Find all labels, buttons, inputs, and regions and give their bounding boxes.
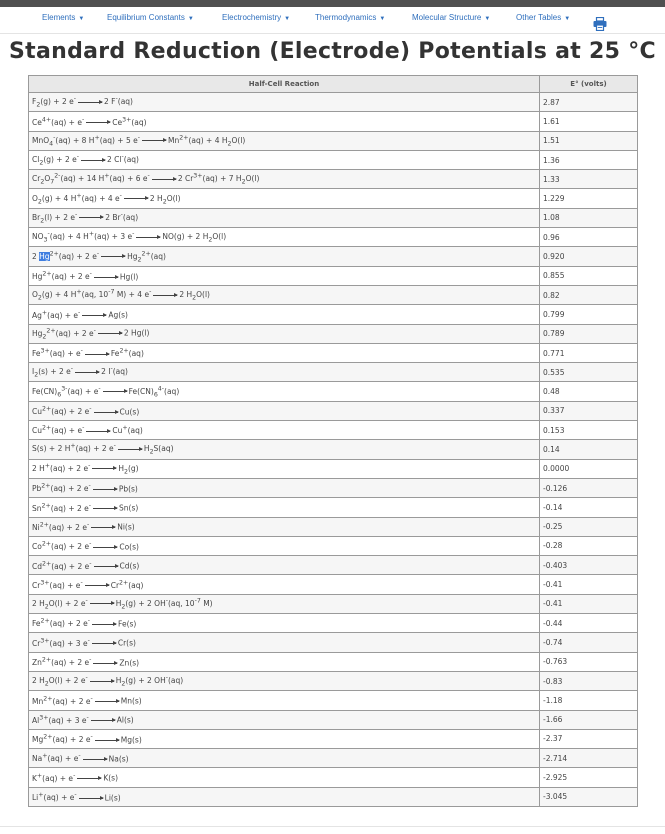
- half-cell-reaction-cell: [29, 787, 540, 806]
- products: 2 I-(aq): [101, 365, 128, 377]
- reaction-arrow-icon: [118, 449, 142, 450]
- half-cell-reaction-cell: [29, 228, 540, 247]
- reactants: K+(aq) + e-: [32, 772, 76, 783]
- potential-value-cell: -0.74: [540, 633, 638, 652]
- reaction-arrow-icon: [86, 431, 110, 432]
- reactants: $Co^{2+}(aq) + 2$ e-: [32, 540, 92, 552]
- half-cell-reaction-cell: [29, 729, 540, 748]
- reactants: $Mn^{2+}(aq) + 2$ e-: [32, 695, 93, 706]
- caret-down-icon: ▼: [564, 16, 571, 22]
- nav-label: Equilibrium Constants: [107, 13, 185, 22]
- table-row: [29, 691, 638, 710]
- products: Pb(s): [118, 484, 138, 494]
- reactants: $Br_2(l) + 2$ e-: [32, 211, 78, 225]
- table-row: [29, 401, 638, 420]
- potential-value-cell: 0.789: [540, 324, 638, 343]
- reactants: $NO_3^-(aq) + 4$ H+(aq) + 3 e-: [32, 230, 135, 244]
- table-row: [29, 208, 638, 227]
- half-cell-reaction-cell: [29, 363, 540, 382]
- half-cell-reaction-cell: [29, 556, 540, 575]
- column-header-e-volts: E° (volts): [540, 76, 638, 93]
- reaction-arrow-icon: [142, 140, 166, 141]
- reactants: $Hg_2^{2+}(aq) + 2$ e-: [32, 327, 96, 341]
- half-cell-reaction-cell: [29, 189, 540, 208]
- table-row: [29, 440, 638, 459]
- products: K(s): [103, 773, 119, 783]
- reaction-arrow-icon: [93, 547, 117, 548]
- potential-value-cell: -0.83: [540, 671, 638, 690]
- nav-thermodynamics[interactable]: [315, 13, 385, 22]
- potential-value-cell: 0.920: [540, 247, 638, 266]
- products: Na(s): [108, 754, 129, 764]
- potential-value-cell: 1.33: [540, 170, 638, 189]
- reactants: 2 $H_2O(l) + 2$ e-: [32, 597, 88, 611]
- reactants: $I_2(s) + 2$ e-: [32, 365, 74, 379]
- table-row: [29, 749, 638, 768]
- reactants: $Pb^{2+}(aq) + 2$ e-: [32, 482, 91, 494]
- half-cell-reaction-cell: [29, 536, 540, 555]
- half-cell-reaction-cell: [29, 633, 540, 652]
- potential-value-cell: 1.61: [540, 112, 638, 131]
- potential-value-cell: -3.045: [540, 787, 638, 806]
- reaction-arrow-icon: [90, 681, 114, 682]
- reactants: $Fe^{2+}(aq) + 2$ e-: [32, 617, 91, 629]
- products: $H_2(g)$: [118, 463, 139, 476]
- table-row: [29, 652, 638, 671]
- table-row: [29, 112, 638, 131]
- table-row: [29, 189, 638, 208]
- table-row: [29, 170, 638, 189]
- reaction-arrow-icon: [101, 256, 125, 257]
- reactants: $Mg^{2+}(aq) + 2$ e-: [32, 733, 93, 745]
- half-cell-reaction-cell: [29, 498, 540, 517]
- reactants: $Cu^{2+}(aq) + 2$ e-: [32, 405, 92, 417]
- table-row: [29, 93, 638, 112]
- nav-label: Elements: [42, 13, 76, 22]
- reaction-arrow-icon: [93, 508, 117, 509]
- potential-value-cell: -0.28: [540, 536, 638, 555]
- reaction-arrow-icon: [81, 160, 105, 161]
- nav-label: Thermodynamics: [315, 13, 377, 22]
- potential-value-cell: 0.82: [540, 285, 638, 304]
- half-cell-reaction-cell: [29, 266, 540, 285]
- reactants: S(s) + 2 H+(aq) + 2 e-: [32, 442, 116, 454]
- table-row: [29, 787, 638, 806]
- reactants: $Cr^{3+}(aq) + 3$ e-: [32, 637, 90, 648]
- products: Ag(s): [108, 310, 128, 320]
- products: Sn(s): [119, 503, 139, 513]
- reactants: $F_2(g) + 2$ e-: [32, 95, 77, 109]
- reaction-arrow-icon: [92, 468, 116, 469]
- reaction-arrow-icon: [103, 391, 127, 392]
- table-row: [29, 343, 638, 362]
- products: Mg(s): [120, 735, 142, 745]
- reaction-arrow-icon: [79, 217, 103, 218]
- potential-value-cell: 0.535: [540, 363, 638, 382]
- potential-value-cell: -0.25: [540, 517, 638, 536]
- products: $Fe^{2+}(aq)$: [110, 347, 144, 359]
- reduction-potentials-table: [28, 75, 638, 807]
- reactants: Ag+(aq) + e-: [32, 309, 81, 320]
- table-row: [29, 671, 638, 690]
- half-cell-reaction-cell: [29, 305, 540, 324]
- half-cell-reaction-cell: [29, 768, 540, 787]
- reactants: $O_2(g) + 4$ H+(aq) + 4 e-: [32, 192, 122, 206]
- products: Al(s): [116, 715, 134, 725]
- nav-other-tables[interactable]: [516, 13, 570, 22]
- reactants: Li+(aq) + e-: [32, 791, 77, 803]
- products: $Fe(CN)_6^{4-}(aq)$: [128, 385, 180, 399]
- nav-elements[interactable]: [42, 13, 84, 22]
- half-cell-reaction-cell: [29, 247, 540, 266]
- reaction-arrow-icon: [94, 566, 118, 567]
- potential-value-cell: -0.41: [540, 575, 638, 594]
- products: 2 Br-(aq): [105, 211, 139, 222]
- reaction-arrow-icon: [95, 740, 119, 741]
- reaction-arrow-icon: [93, 663, 117, 664]
- potential-value-cell: 2.87: [540, 93, 638, 112]
- potential-value-cell: -0.41: [540, 594, 638, 613]
- table-row: [29, 324, 638, 343]
- nav-molecular-structure[interactable]: [412, 13, 490, 22]
- reaction-arrow-icon: [78, 102, 102, 103]
- half-cell-reaction-cell: [29, 671, 540, 690]
- table-header-row: [29, 76, 638, 93]
- reaction-arrow-icon: [152, 179, 176, 180]
- page-title: Standard Reduction (Electrode) Potentials at 25 °C: [9, 39, 656, 64]
- reaction-arrow-icon: [91, 720, 115, 721]
- half-cell-reaction-cell: [29, 324, 540, 343]
- table-row: [29, 633, 638, 652]
- reaction-arrow-icon: [90, 603, 114, 604]
- table-row: [29, 228, 638, 247]
- half-cell-reaction-cell: [29, 208, 540, 227]
- products: Cd(s): [119, 561, 140, 571]
- half-cell-reaction-cell: [29, 382, 540, 401]
- table-row: [29, 363, 638, 382]
- products: 2 $H_2O(l)$: [179, 290, 210, 302]
- caret-down-icon: ▼: [484, 16, 491, 22]
- products: Cu(s): [119, 407, 140, 417]
- reaction-arrow-icon: [92, 643, 116, 644]
- half-cell-reaction-cell: [29, 652, 540, 671]
- products: Ni(s): [117, 522, 135, 532]
- reaction-arrow-icon: [95, 701, 119, 702]
- reactants: $Al^{3+}(aq) + 3$ e-: [32, 714, 89, 725]
- potential-value-cell: 1.08: [540, 208, 638, 227]
- half-cell-reaction-cell: [29, 459, 540, 478]
- reaction-arrow-icon: [124, 198, 148, 199]
- reactants: $Cl_2(g) + 2$ e-: [32, 153, 80, 167]
- potential-value-cell: 0.799: [540, 305, 638, 324]
- reaction-arrow-icon: [86, 122, 110, 123]
- reaction-arrow-icon: [83, 759, 107, 760]
- column-header-half-cell-reaction: Half-Cell Reaction: [29, 76, 540, 93]
- table-row: [29, 768, 638, 787]
- nav-electrochemistry[interactable]: [222, 13, 290, 22]
- half-cell-reaction-cell: [29, 131, 540, 150]
- half-cell-reaction-cell: [29, 575, 540, 594]
- caret-down-icon: ▼: [284, 16, 291, 22]
- potential-value-cell: 0.153: [540, 421, 638, 440]
- reactants: $Ni^{2+}(aq) + 2$ e-: [32, 521, 90, 532]
- reactants: $Cr_2O_7^{2-}(aq) + 14$ H+(aq) + 6 e-: [32, 172, 150, 186]
- reaction-arrow-icon: [79, 798, 103, 799]
- reactants: $O_2(g) + 4$ H+(aq, $10^{-7}$ M) + 4 e-: [32, 288, 152, 302]
- table-row: [29, 517, 638, 536]
- reactants: $Cu^{2+}(aq) + e^-$: [32, 424, 85, 436]
- table-row: [29, 536, 638, 555]
- potential-value-cell: 0.337: [540, 401, 638, 420]
- reaction-arrow-icon: [98, 333, 122, 334]
- half-cell-reaction-cell: [29, 401, 540, 420]
- products: Co(s): [119, 542, 139, 552]
- reaction-arrow-icon: [82, 315, 106, 316]
- table-row: [29, 459, 638, 478]
- half-cell-reaction-cell: [29, 749, 540, 768]
- products: 2 $H_2O(l)$: [149, 193, 181, 206]
- reaction-arrow-icon: [85, 585, 109, 586]
- table-row: [29, 247, 638, 266]
- table-row: [29, 266, 638, 285]
- products: $Mn^{2+}(aq) + 4$ $H_2O(l)$: [168, 134, 246, 148]
- products: $Cr^{2+}(aq)$: [110, 579, 144, 590]
- caret-down-icon: ▼: [379, 16, 386, 22]
- table-row: [29, 575, 638, 594]
- potential-value-cell: -0.126: [540, 478, 638, 497]
- reaction-arrow-icon: [92, 624, 116, 625]
- reaction-arrow-icon: [153, 295, 177, 296]
- products: $H_2(g) + 2$ OH-(aq, $10^{-7}$ M): [115, 597, 213, 611]
- potential-value-cell: -0.403: [540, 556, 638, 575]
- reaction-arrow-icon: [136, 237, 160, 238]
- table-row: [29, 305, 638, 324]
- half-cell-reaction-cell: [29, 150, 540, 169]
- top-bar: [0, 0, 665, 7]
- table-row: [29, 285, 638, 304]
- reaction-arrow-icon: [77, 778, 101, 779]
- half-cell-reaction-cell: [29, 93, 540, 112]
- reactants: 2 H+(aq) + 2 e-: [32, 462, 91, 473]
- reaction-arrow-icon: [91, 527, 115, 528]
- reactants: $Ce^{4+}(aq) + e^-$: [32, 116, 85, 127]
- table-body: [29, 93, 638, 807]
- reactants: 2 $Hg^{2+}(aq) + 2$ e-: [32, 250, 100, 261]
- potential-value-cell: 1.51: [540, 131, 638, 150]
- products: Cr(s): [117, 638, 136, 648]
- table-row: [29, 594, 638, 613]
- reaction-arrow-icon: [85, 354, 109, 355]
- table-row: [29, 614, 638, 633]
- caret-down-icon: ▼: [187, 16, 194, 22]
- reaction-arrow-icon: [75, 372, 99, 373]
- printer-icon[interactable]: [593, 17, 607, 31]
- reaction-arrow-icon: [94, 412, 118, 413]
- top-nav: [0, 7, 665, 34]
- potential-value-cell: -1.66: [540, 710, 638, 729]
- reaction-arrow-icon: [94, 277, 118, 278]
- table-row: [29, 498, 638, 517]
- table-row: [29, 131, 638, 150]
- potential-value-cell: 1.36: [540, 150, 638, 169]
- half-cell-reaction-cell: [29, 594, 540, 613]
- reactants: $Cd^{2+}(aq) + 2$ e-: [32, 560, 92, 571]
- reactants: $Fe^{3+}(aq) + e^-$: [32, 347, 83, 359]
- potential-value-cell: -1.18: [540, 691, 638, 710]
- reactants: $Cr^{3+}(aq) + e^-$: [32, 579, 83, 590]
- half-cell-reaction-cell: [29, 517, 540, 536]
- half-cell-reaction-cell: [29, 343, 540, 362]
- products: $Hg_2^{2+}(aq)$: [127, 250, 166, 264]
- half-cell-reaction-cell: [29, 421, 540, 440]
- reactants: $Hg^{2+}(aq) + 2$ e-: [32, 270, 92, 282]
- products: Li(s): [104, 793, 121, 803]
- products: 2 F-(aq): [104, 95, 133, 107]
- potential-value-cell: 0.0000: [540, 459, 638, 478]
- potential-value-cell: -0.14: [540, 498, 638, 517]
- potential-value-cell: 0.14: [540, 440, 638, 459]
- products: $H_2S(aq)$: [143, 444, 174, 456]
- reactants: $Fe(CN)_6^{3-}(aq) + e^-$: [32, 385, 101, 399]
- table-row: [29, 729, 638, 748]
- potential-value-cell: -0.763: [540, 652, 638, 671]
- reactants: Na+(aq) + e-: [32, 752, 81, 764]
- half-cell-reaction-cell: [29, 710, 540, 729]
- potential-value-cell: 0.48: [540, 382, 638, 401]
- table-row: [29, 556, 638, 575]
- products: Hg(l): [119, 272, 139, 282]
- potential-value-cell: 0.855: [540, 266, 638, 285]
- products: $Ce^{3+}(aq)$: [112, 116, 147, 127]
- reactants: MnO$_4$-(aq) + 8 H+(aq) + 5 e-: [32, 134, 140, 148]
- nav-equilibrium-constants[interactable]: [107, 13, 194, 22]
- half-cell-reaction-cell: [29, 285, 540, 304]
- half-cell-reaction-cell: [29, 112, 540, 131]
- half-cell-reaction-cell: [29, 614, 540, 633]
- potential-value-cell: 1.229: [540, 189, 638, 208]
- half-cell-reaction-cell: [29, 691, 540, 710]
- table-row: [29, 150, 638, 169]
- products: NO(g) + 2 $H_2O(l)$: [162, 232, 227, 244]
- reactants: $Zn^{2+}(aq) + 2$ e-: [32, 656, 92, 667]
- products: Cu+(aq): [112, 424, 143, 436]
- table-row: [29, 710, 638, 729]
- table-row: [29, 421, 638, 440]
- reaction-arrow-icon: [93, 489, 117, 490]
- products: Fe(s): [118, 619, 137, 629]
- nav-label: Other Tables: [516, 13, 562, 22]
- table-row: [29, 382, 638, 401]
- table-row: [29, 478, 638, 497]
- products: Mn(s): [120, 696, 142, 706]
- potential-value-cell: -2.714: [540, 749, 638, 768]
- products: Zn(s): [119, 658, 140, 667]
- reactants: $Sn^{2+}(aq) + 2$ e-: [32, 502, 92, 513]
- divider: [0, 826, 665, 827]
- products: $H_2(g) + 2$ OH-(aq): [115, 674, 184, 688]
- products: 2 $Cr^{3+}(aq) + 7$ $H_2O(l)$: [177, 172, 260, 186]
- potential-value-cell: -2.925: [540, 768, 638, 787]
- potential-value-cell: 0.96: [540, 228, 638, 247]
- half-cell-reaction-cell: [29, 440, 540, 459]
- potential-value-cell: -0.44: [540, 614, 638, 633]
- potential-value-cell: 0.771: [540, 343, 638, 362]
- products: 2 Hg(l): [123, 328, 150, 338]
- nav-label: Molecular Structure: [412, 13, 482, 22]
- potential-value-cell: -2.37: [540, 729, 638, 748]
- caret-down-icon: ▼: [78, 16, 85, 22]
- half-cell-reaction-cell: [29, 170, 540, 189]
- nav-label: Electrochemistry: [222, 13, 282, 22]
- products: 2 Cl-(aq): [107, 153, 139, 165]
- reactants: 2 $H_2O(l) + 2$ e-: [32, 674, 88, 688]
- half-cell-reaction-cell: [29, 478, 540, 497]
